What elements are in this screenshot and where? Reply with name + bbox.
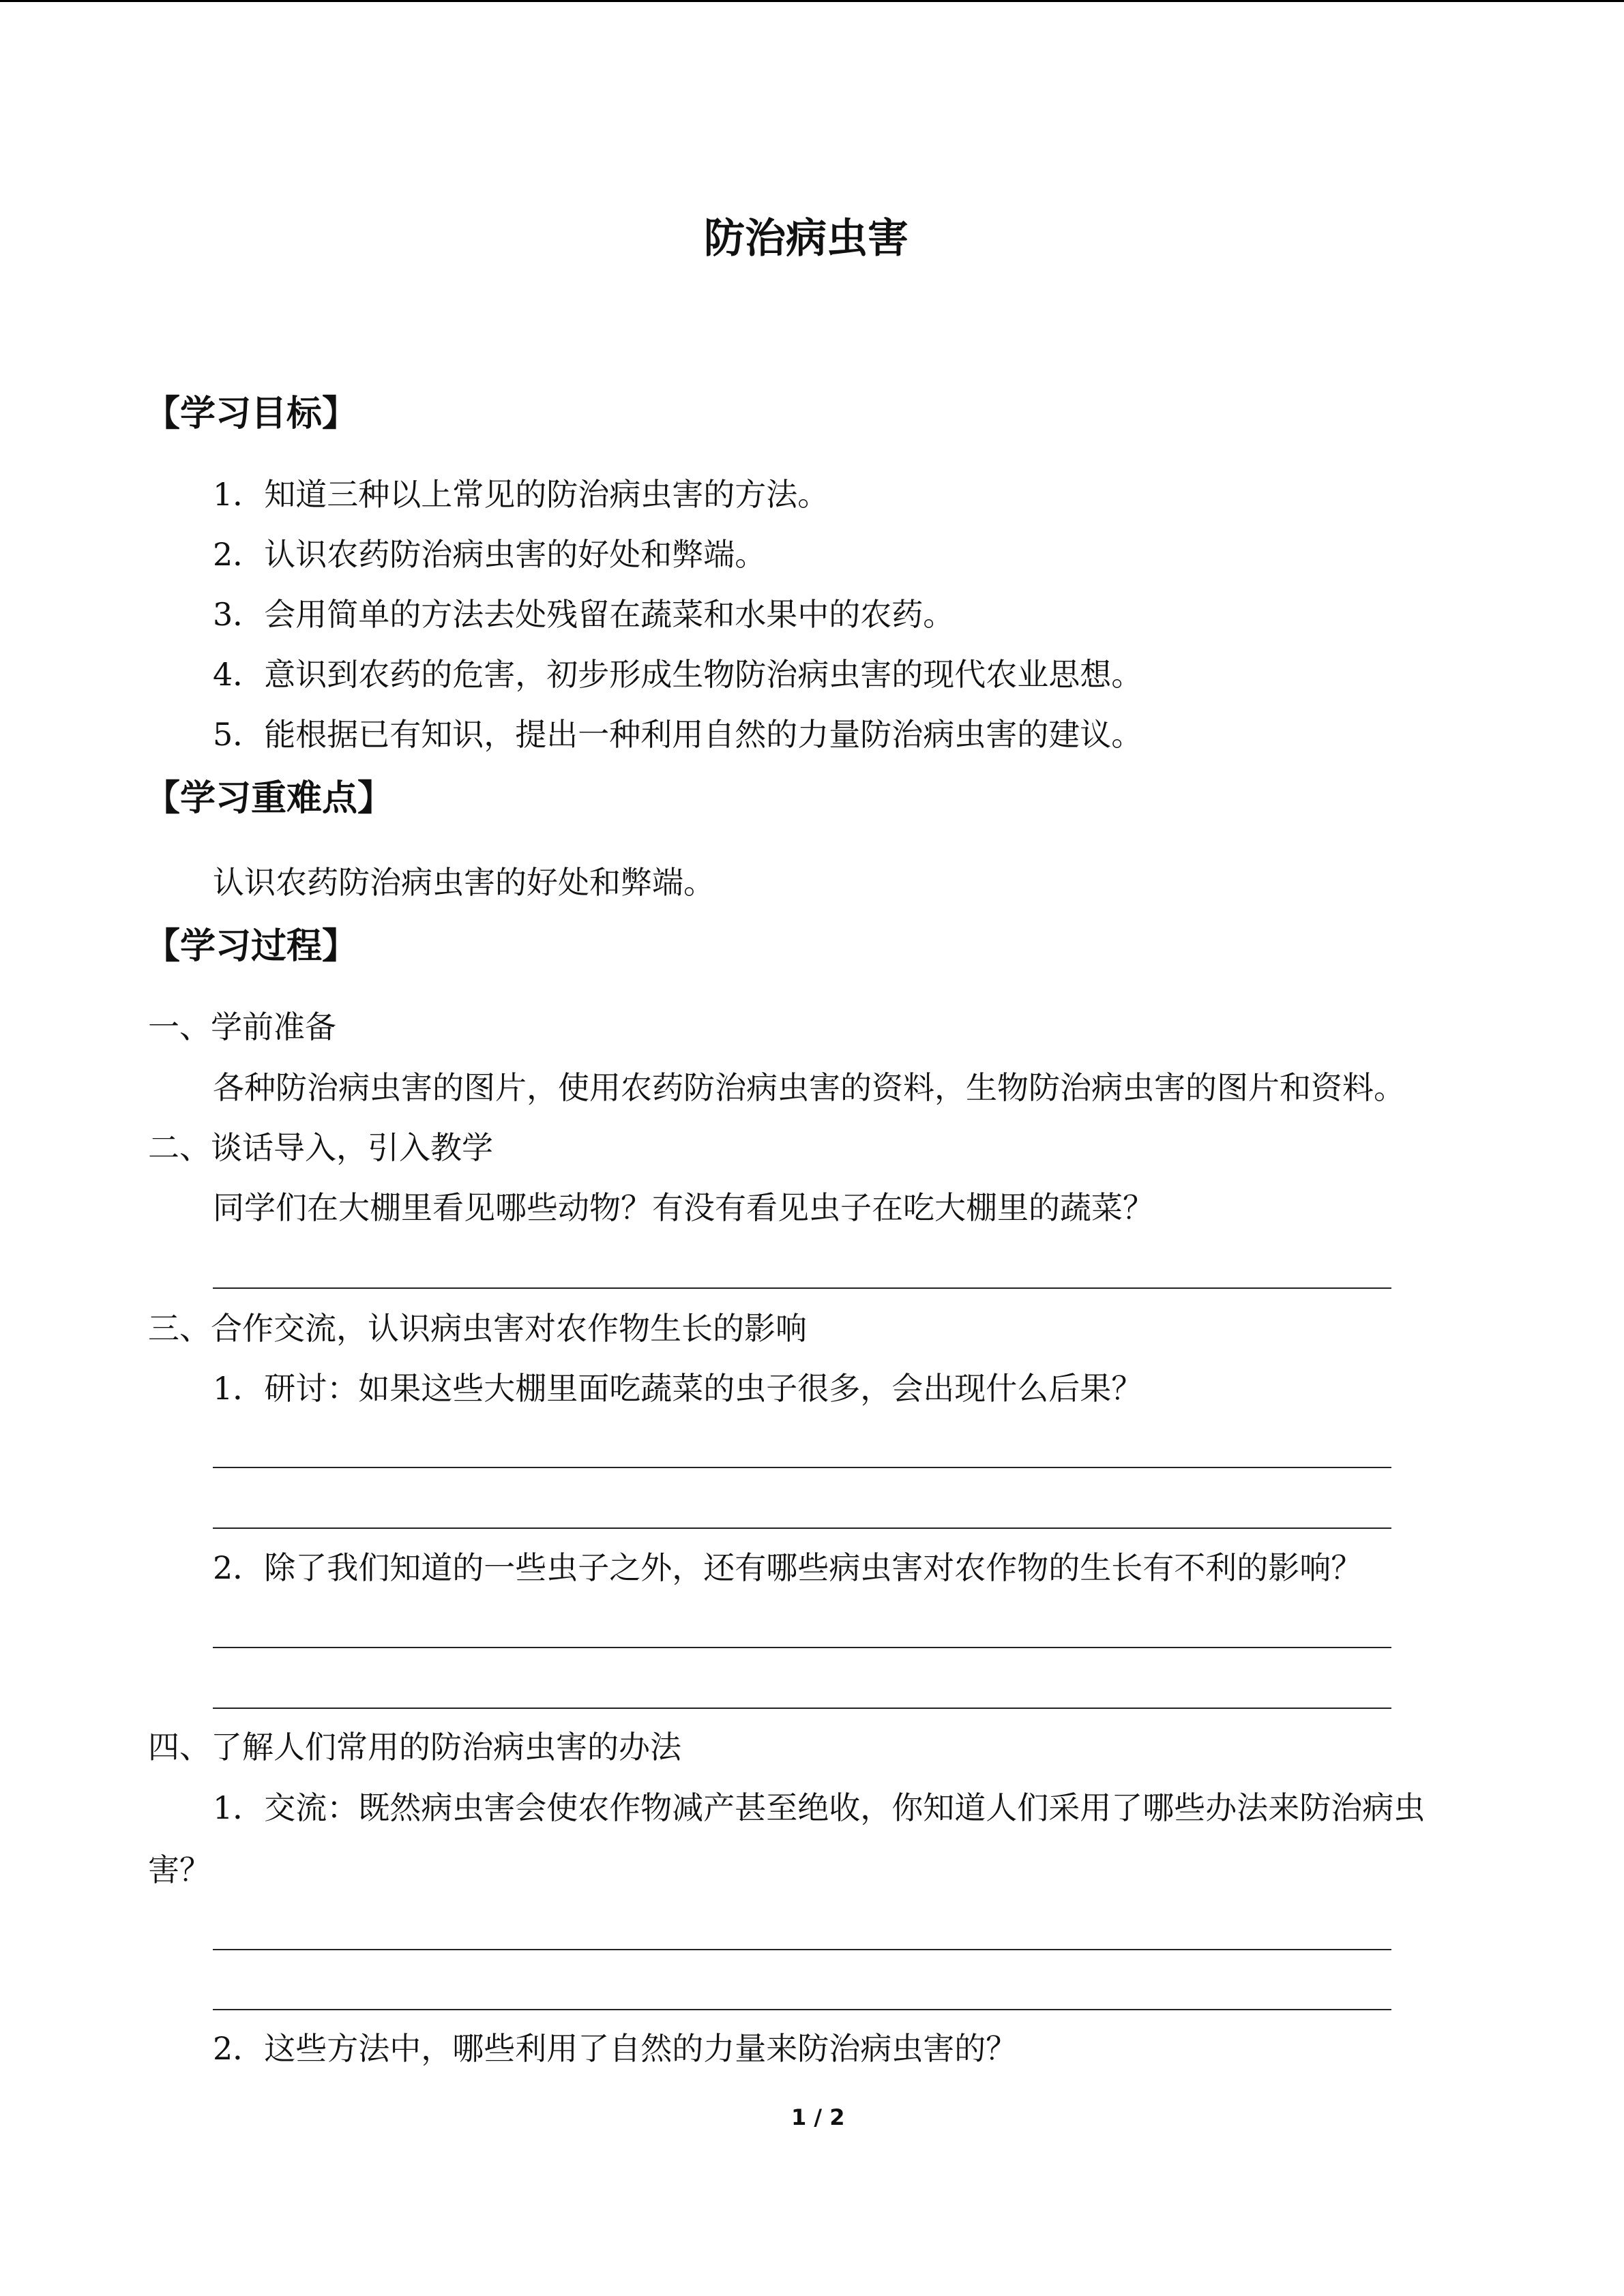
part3-question-2: 2．除了我们知道的一些虫子之外，还有哪些病虫害对农作物的生长有不利的影响？ [213, 1549, 1363, 1586]
objectives-heading: 【学习目标】 [145, 393, 358, 434]
part4-question-2: 2．这些方法中，哪些利用了自然的力量来防治病虫害的？ [213, 2030, 1018, 2067]
part4-question-1: 1．交流：既然病虫害会使农作物减产甚至绝收，你知道人们采用了哪些办法来防治病虫 [213, 1789, 1426, 1826]
objective-item: 3．会用简单的方法去处残留在蔬菜和水果中的农药。 [213, 596, 955, 633]
answer-line[interactable] [213, 1708, 1391, 1709]
answer-line[interactable] [213, 1467, 1391, 1468]
part4-heading: 四、了解人们常用的防治病虫害的办法 [148, 1729, 681, 1765]
answer-line[interactable] [213, 1527, 1391, 1529]
document-title: 防治病虫害 [704, 215, 909, 263]
part3-question-1: 1．研讨：如果这些大棚里面吃蔬菜的虫子很多，会出现什么后果？ [213, 1370, 1143, 1407]
key-points-heading: 【学习重难点】 [145, 778, 394, 819]
answer-line[interactable] [213, 1287, 1391, 1289]
top-border [0, 0, 1624, 2]
part4-question-1-continued: 害？ [148, 1851, 211, 1888]
answer-line[interactable] [213, 1647, 1391, 1648]
process-heading: 【学习过程】 [145, 926, 358, 967]
part3-heading: 三、合作交流，认识病虫害对农作物生长的影响 [148, 1310, 807, 1347]
page-number: 1 / 2 [791, 2104, 845, 2130]
answer-line[interactable] [213, 2009, 1391, 2010]
key-points-text: 认识农药防治病虫害的好处和弊端。 [213, 864, 715, 901]
objective-item: 2．认识农药防治病虫害的好处和弊端。 [213, 536, 767, 573]
part1-heading: 一、学前准备 [148, 1009, 336, 1045]
part1-text: 各种防治病虫害的图片，使用农药防治病虫害的资料，生物防治病虫害的图片和资料。 [213, 1069, 1405, 1106]
objective-item: 5．能根据已有知识，提出一种利用自然的力量防治病虫害的建议。 [213, 716, 1143, 753]
answer-line[interactable] [213, 1949, 1391, 1950]
part2-text: 同学们在大棚里看见哪些动物？有没有看见虫子在吃大棚里的蔬菜？ [213, 1189, 1154, 1226]
objective-item: 1．知道三种以上常见的防治病虫害的方法。 [213, 476, 829, 513]
part2-heading: 二、谈话导入，引入教学 [148, 1129, 493, 1166]
objective-item: 4．意识到农药的危害，初步形成生物防治病虫害的现代农业思想。 [213, 656, 1143, 693]
